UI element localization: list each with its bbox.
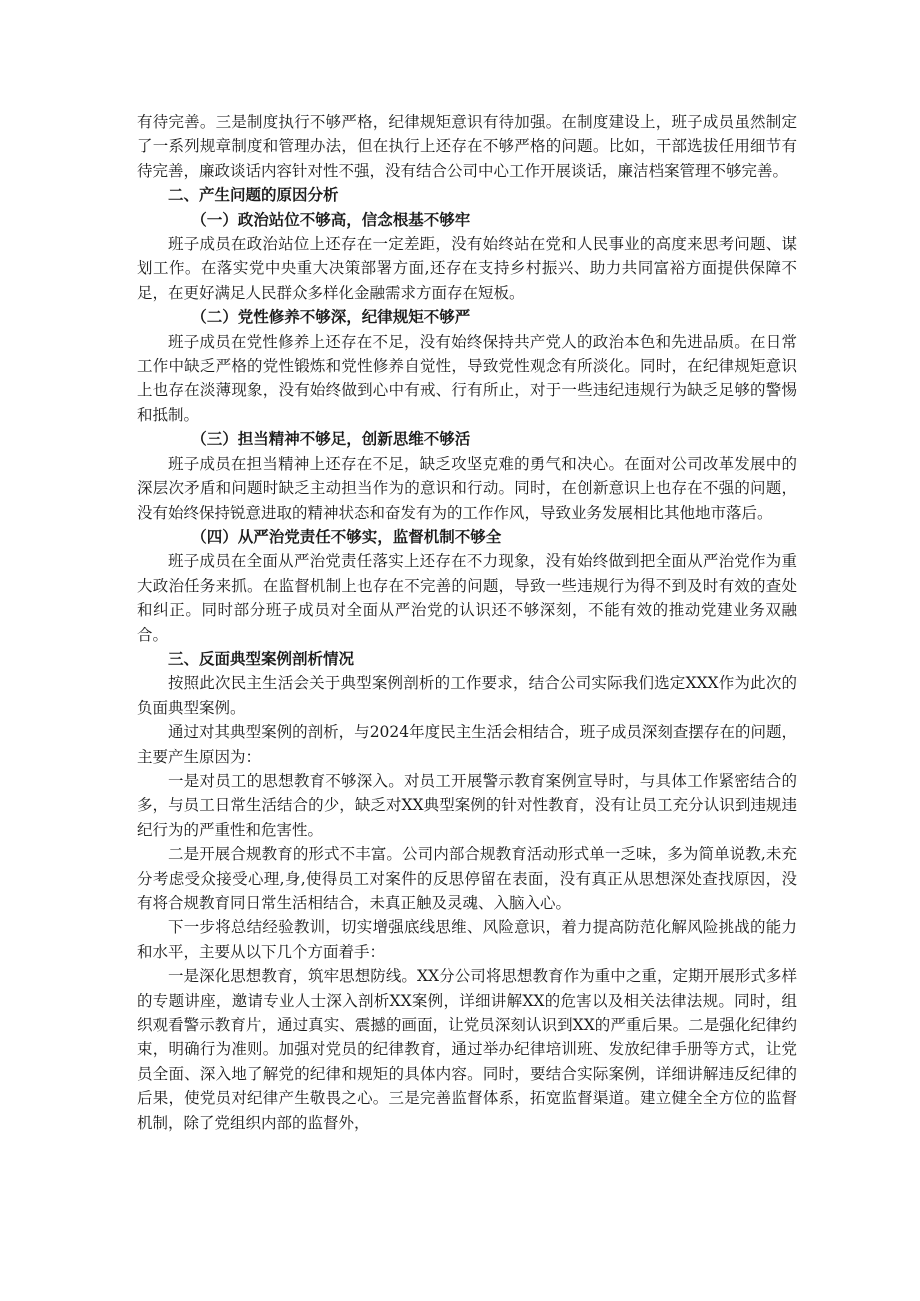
- paragraph-reason-one: 一是对员工的思想教育不够深入。对员工开展警示教育案例宣导时，与具体工作紧密结合的多，与员工日常生活结合的少，缺乏对XX典型案例的针对性教育，没有让员工充分认识到违规违纪行为的严重性和危害性。: [137, 771, 797, 839]
- paragraph-intro: 有待完善。三是制度执行不够严格，纪律规矩意识有待加强。在制度建设上，班子成员虽然制定了一系列规章制度和管理办法，但在执行上还存在不够严格的问题。比如，干部选拔任用细节有待完善，廉政谈话内容针对性不强，没有结合公司中心工作开展谈话，廉洁档案管理不够完善。: [137, 113, 797, 180]
- paragraph-supervision: 班子成员在全面从严治党责任落实上还存在不力现象，没有始终做到把全面从严治党作为重大政治任务来抓。在监督机制上也存在不完善的问题，导致一些违规行为得不到及时有效的查处和纠正。同时部分班子成员对全面从严治党的认识还不够深刻，不能有效的推动党建业务双融合。: [137, 552, 797, 644]
- paragraph-measures: 一是深化思想教育，筑牢思想防线。XX分公司将思想教育作为重中之重，定期开展形式多样的专题讲座，邀请专业人士深入剖析XX案例，详细讲解XX的危害以及相关法律法规。同时，组织观看警示教育片，通过真实、震撼的画面，让党员深刻认识到XX的严重后果。二是强化纪律约束，明确行为准则。加强对党员的纪律教育，通过举办纪律培训班、发放纪律手册等方式，让党员全面、深入地了解党的纪律和规矩的具体内容。同时，要结合实际案例，详细讲解违反纪律的后果，使党员对纪律产生敬畏之心。三是完善监督体系，拓宽监督渠道。建立健全全方位的监督机制，除了党组织内部的监督外，: [137, 967, 797, 1132]
- paragraph-case-reflection: 通过对其典型案例的剖析，与2024年度民主生活会相结合，班子成员深刻查摆存在的问题，主要产生原因为：: [137, 723, 797, 766]
- subheading-political-stance: （一）政治站位不够高，信念根基不够牢: [191, 210, 471, 229]
- paragraph-case-selection: 按照此次民主生活会关于典型案例剖析的工作要求，结合公司实际我们选定XXX作为此次的负面典型案例。: [137, 674, 797, 717]
- document-page: [137, 110, 797, 1135]
- paragraph-next-steps: 下一步将总结经验教训，切实增强底线思维、风险意识，着力提高防范化解风险挑战的能力和水平，主要从以下几个方面着手：: [137, 918, 797, 961]
- paragraph-reason-two: 二是开展合规教育的形式不丰富。公司内部合规教育活动形式单一乏味，多为简单说教,未充分考虑受众接受心理,身,使得员工对案件的反思停留在表面，没有真正从思想深处查找原因，没有将合规教育同日常生活相结合，未真正触及灵魂、入脑入心。: [137, 845, 797, 912]
- paragraph-party-spirit: 班子成员在党性修养上还存在不足，没有始终保持共产党人的政治本色和先进品质。在日常工作中缺乏严格的党性锻炼和党性修养自觉性，导致党性观念有所淡化。同时，在纪律规矩意识上也存在淡薄现象，没有始终做到心中有戒、行有所止，对于一些违纪违规行为缺乏足够的警惕和抵制。: [137, 332, 797, 424]
- subheading-responsibility: （三）担当精神不够足，创新思维不够活: [191, 430, 471, 449]
- heading-cause-analysis: 二、产生问题的原因分析: [168, 186, 339, 205]
- paragraph-political-stance: 班子成员在政治站位上还存在一定差距，没有始终站在党和人民事业的高度来思考问题、谋划工作。在落实党中央重大决策部署方面,还存在支持乡村振兴、助力共同富裕方面提供保障不足，在更好满足人民群众多样化金融需求方面存在短板。: [137, 235, 797, 302]
- paragraph-responsibility: 班子成员在担当精神上还存在不足，缺乏攻坚克难的勇气和决心。在面对公司改革发展中的深层次矛盾和问题时缺乏主动担当作为的意识和行动。同时，在创新意识上也存在不强的问题，没有始终保持锐意进取的精神状态和奋发有为的工作作风，导致业务发展相比其他地市落后。: [137, 454, 797, 522]
- heading-case-analysis: 三、反面典型案例剖析情况: [168, 649, 355, 668]
- subheading-supervision: （四）从严治党责任不够实，监督机制不够全: [191, 527, 502, 546]
- subheading-party-spirit: （二）党性修养不够深，纪律规矩不够严: [191, 308, 471, 327]
